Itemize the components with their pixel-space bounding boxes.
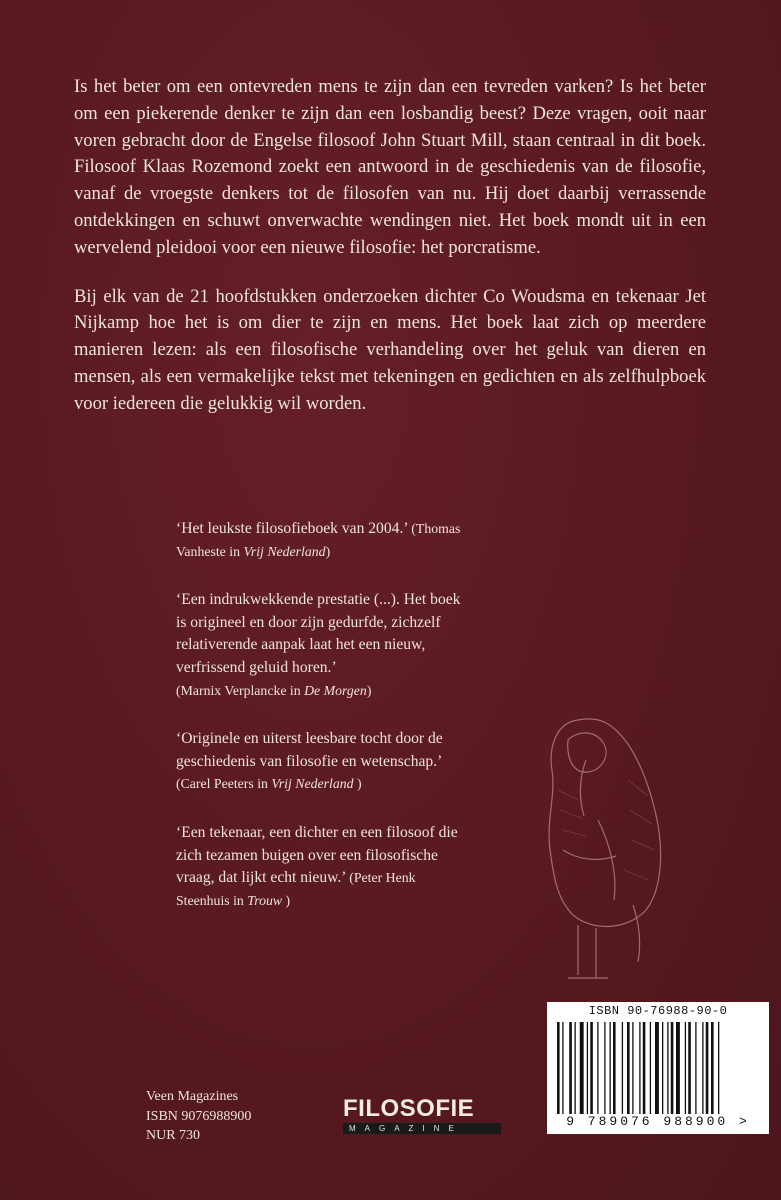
barcode-bar bbox=[711, 1022, 714, 1114]
review-quotes bbox=[176, 518, 466, 938]
barcode-bar bbox=[639, 1022, 640, 1114]
quote-attribution: (Marnix Verplancke in De Morgen) bbox=[176, 682, 372, 698]
barcode-bar bbox=[685, 1022, 686, 1114]
barcode-bar bbox=[569, 1022, 572, 1114]
barcode-bar bbox=[562, 1022, 563, 1114]
quote-text: ‘Originele en uiterst leesbare tocht door de geschiedenis van filosofie en wetenschap.’ bbox=[176, 730, 443, 770]
logo-word: FILOSOFIE bbox=[343, 1095, 475, 1122]
review-quote bbox=[176, 589, 466, 702]
filosofie-magazine-logo bbox=[343, 1096, 501, 1140]
barcode-bar bbox=[610, 1022, 611, 1114]
barcode-bar bbox=[662, 1022, 663, 1114]
quote-text: ‘Een tekenaar, een dichter en een filosoof die zich tezamen buigen over een filosofische vraag, dat lijkt echt nieuw.’ bbox=[176, 823, 458, 887]
quote-source: Trouw bbox=[247, 892, 283, 908]
quote-attribution: (Carel Peeters in Vrij Nederland ) bbox=[176, 776, 362, 792]
barcode-bar bbox=[604, 1022, 605, 1114]
publisher-name: Veen Magazines bbox=[146, 1089, 239, 1104]
barcode-bar bbox=[587, 1022, 588, 1114]
quote-source: Vrij Nederland bbox=[243, 543, 326, 559]
blurb-paragraph-1: Is het beter om een ontevreden mens te zijn dan een tevreden varken? Is het beter om een piekerende denker te zijn dan een losbandig beest? Deze vragen, ooit naar voren gebracht door de Engelse filosoof John Stuart Mill, staan centraal in dit boek. Filosoof Klaas Rozemond zoekt een antwoord in de geschiedenis van de filosofie, vanaf de vroegste denkers tot de filosofen van nu. Hij doet daarbij verrassende ontdekkingen en schuwt onverwachte wendingen niet. Het boek mondt uit in een wervelend pleidooi voor een nieuwe filosofie: het porcratisme. bbox=[74, 76, 706, 258]
barcode-bar bbox=[676, 1022, 680, 1114]
barcode-bar bbox=[597, 1022, 598, 1114]
review-quote bbox=[176, 728, 466, 796]
publisher-isbn: ISBN 9076988900 bbox=[146, 1108, 252, 1124]
barcode-bar bbox=[590, 1022, 593, 1114]
barcode-bar bbox=[557, 1022, 560, 1114]
blurb bbox=[74, 74, 706, 440]
barcode-bar bbox=[632, 1022, 633, 1114]
logo-subtitle: MAGAZINE bbox=[343, 1123, 501, 1134]
publisher-nur: NUR 730 bbox=[146, 1128, 201, 1143]
quote-text: ‘Het leukste filosofieboek van 2004.’ bbox=[176, 520, 408, 537]
barcode-bar bbox=[650, 1022, 651, 1114]
barcode-bar bbox=[613, 1022, 616, 1114]
publisher-info bbox=[146, 1087, 251, 1146]
review-quote bbox=[176, 822, 466, 912]
pig-sketch-illustration bbox=[538, 700, 668, 990]
review-quote bbox=[176, 518, 466, 563]
barcode-isbn-label: ISBN 90-76988-90-0 bbox=[588, 1004, 728, 1018]
barcode-bar bbox=[695, 1022, 696, 1114]
barcode-bar bbox=[627, 1022, 630, 1114]
barcode-bar bbox=[702, 1022, 703, 1114]
quote-attribution: (Thomas Vanheste in Vrij Nederland) bbox=[176, 521, 461, 559]
quote-attribution: (Peter Henk Steenhuis in Trouw ) bbox=[176, 870, 416, 908]
barcode-digits: 9 789076 988900 > bbox=[566, 1114, 750, 1129]
barcode-bar bbox=[575, 1022, 576, 1114]
quote-source: De Morgen bbox=[304, 682, 367, 698]
barcode-bars bbox=[555, 1022, 761, 1114]
quote-source: Vrij Nederland bbox=[271, 776, 354, 792]
barcode-bar bbox=[671, 1022, 674, 1114]
barcode-bar bbox=[643, 1022, 646, 1114]
barcode-bar bbox=[706, 1022, 709, 1114]
barcode-bar bbox=[580, 1022, 584, 1114]
barcode bbox=[547, 1002, 769, 1134]
barcode-bar bbox=[622, 1022, 623, 1114]
blurb-paragraph-2: Bij elk van de 21 hoofdstukken onderzoeken dichter Co Woudsma en tekenaar Jet Nijkamp hoe het is om dier te zijn en mens. Het boek laat zich op meerdere manieren lezen: als een filosofische verhandeling over het geluk van dieren en mensen, als een vermakelijke tekst met tekeningen en gedichten en als zelfhulpboek voor iedereen die gelukkig wil worden. bbox=[74, 285, 706, 414]
barcode-bar bbox=[688, 1022, 691, 1114]
barcode-bar bbox=[655, 1022, 659, 1114]
quote-text: ‘Een indrukwekkende prestatie (...). Het boek is origineel en door zijn gedurfde, zichzelf relativerende aanpak laat het een nieuw, verfrissend geluid horen.’ bbox=[176, 591, 461, 676]
barcode-bar bbox=[718, 1022, 719, 1114]
barcode-bar bbox=[667, 1022, 668, 1114]
